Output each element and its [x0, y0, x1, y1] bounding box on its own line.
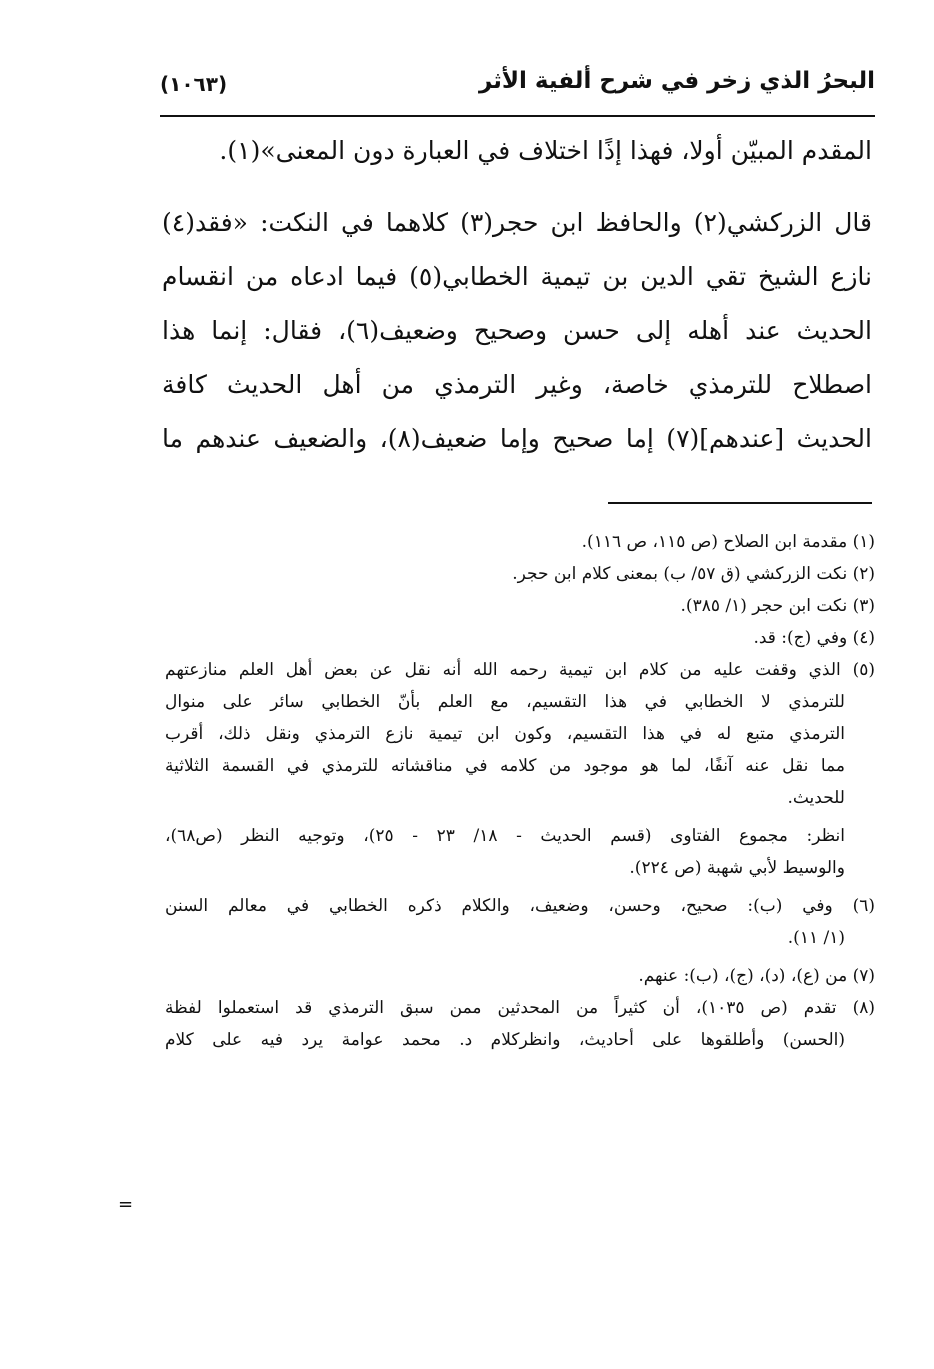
footnote-3: (٣) نكت ابن حجر (١/ ٣٨٥). [680, 596, 875, 616]
footnote-5-reference: انظر: مجموع الفتاوى (قسم الحديث - ١٨/ ٢٣ - ٢٥)، وتوجيه النظر (ص٦٨)، [165, 826, 845, 846]
footnote-5-line: للحديث. [787, 788, 845, 808]
running-header [160, 68, 875, 112]
body-line: الحديث [عندهم](٧) إما صحيح وإما ضعيف(٨)، والضعيف عندهم ما [162, 424, 872, 453]
body-line: المقدم المبيّن أولا، فهذا إذًا اختلاف في العبارة دون المعنى»(١). [219, 136, 872, 165]
footnote-5: (٥) الذي وقفت عليه من كلام ابن تيمية رحمه الله أنه نقل عن بعض أهل العلم منازعتهم [165, 660, 875, 680]
footnote-7: (٧) من (ع)، (د)، (ج)، (ب): عنهم. [638, 966, 875, 986]
body-line: اصطلاح للترمذي خاصة، وغير الترمذي من أهل الحديث كافة [162, 370, 872, 399]
footnote-4: (٤) وفي (ج): قد. [753, 628, 875, 648]
footnote-1: (١) مقدمة ابن الصلاح (ص ١١٥، ص ١١٦). [581, 532, 875, 552]
footnote-6: (٦) وفي (ب): صحيح، وحسن، وضعيف، والكلام ذكره الخطابي في معالم السنن [165, 896, 875, 916]
main-text [162, 124, 872, 466]
footnote-6-line: (١/ ١١). [787, 928, 845, 948]
body-line: قال الزركشي(٢) والحافظ ابن حجر(٣) كلاهما في النكت: «فقد(٤) [162, 208, 872, 237]
body-line: الحديث عند أهله إلى حسن وصحيح وضعيف(٦)، فقال: إنما هذا [162, 316, 872, 345]
footnote-8-line: (الحسن) وأطلقوها على أحاديث، وانظركلام د. محمد عوامة يرد فيه على كلام [165, 1030, 845, 1050]
body-line: نازع الشيخ تقي الدين بن تيمية الخطابي(٥) فيما ادعاه من انقسام [162, 262, 872, 291]
footnotes [165, 526, 875, 1056]
footnote-5-line: مما نقل عنه آنفًا، لما هو موجود من كلامه في مناقشاته للترمذي في القسمة الثلاثية [165, 756, 845, 776]
footnote-8: (٨) تقدم (ص ١٠٣٥)، أن كثيراً من المحدثين ممن سبق الترمذي قد استعملوا لفظة [165, 998, 875, 1018]
footnote-5-reference: والوسيط لأبي شهبة (ص ٢٢٤). [629, 858, 845, 878]
header-divider [160, 115, 875, 117]
footnote-5-line: الترمذي متبع له في هذا التقسيم، وكون ابن تيمية نازع الترمذي ونقل ذلك، أقرب [165, 724, 845, 744]
footnote-2: (٢) نكت الزركشي (ق ٥٧/ ب) بمعنى كلام ابن حجر. [512, 564, 875, 584]
footnote-5-line: للترمذي لا الخطابي في هذا التقسيم، مع العلم بأنّ الخطابي سائر على منوال [165, 692, 845, 712]
continuation-mark: = [118, 1194, 134, 1215]
footnote-divider [608, 502, 872, 504]
book-title: البحرُ الذي زخر في شرح ألفية الأثر [478, 68, 875, 94]
page-number: (١٠٦٣) [160, 72, 228, 96]
